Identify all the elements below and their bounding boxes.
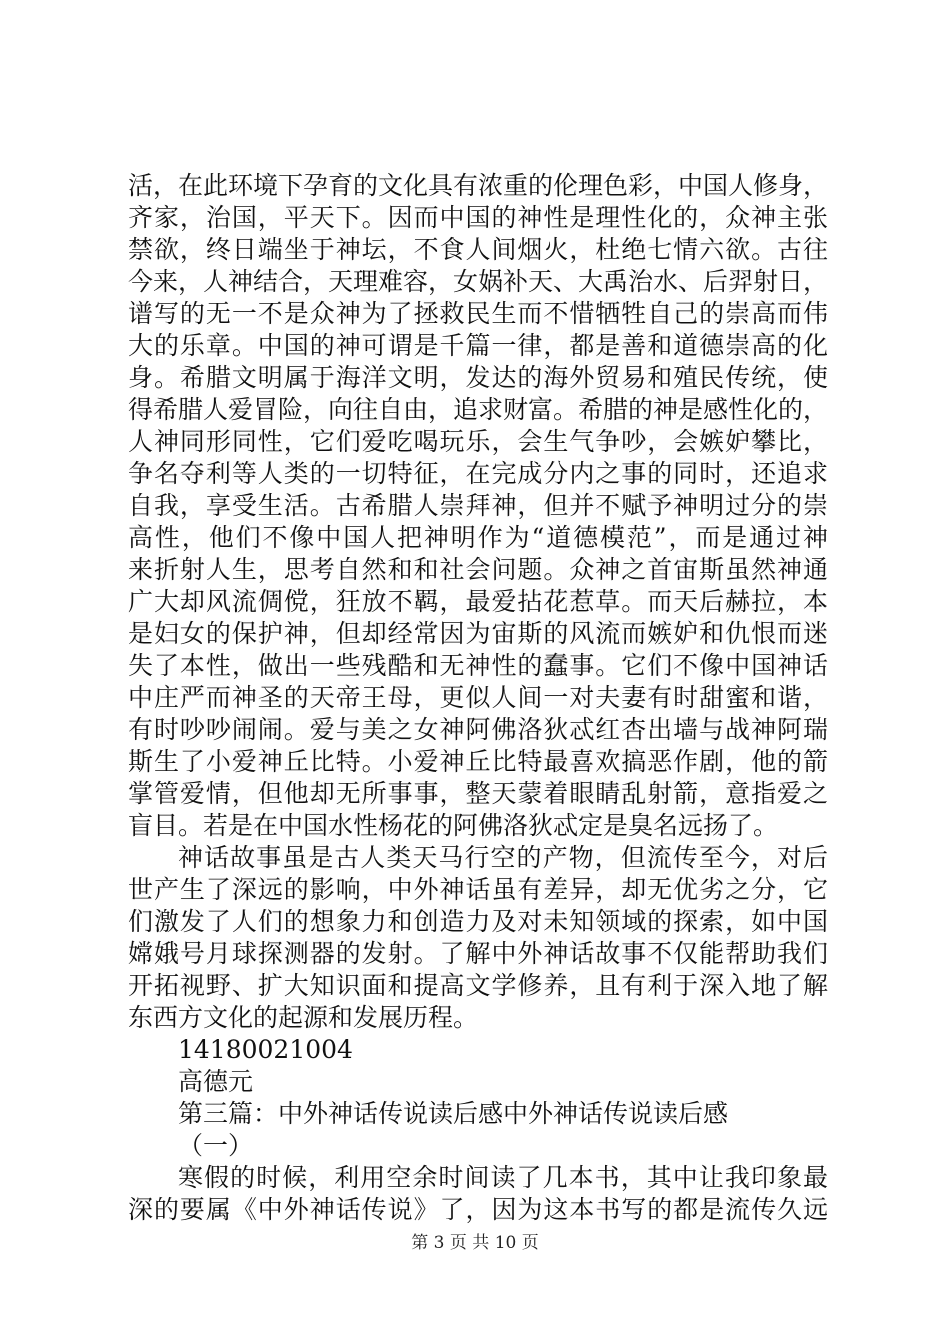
- chapter-title: 第三篇：中外神话传说读后感中外神话传说读后感: [178, 1099, 729, 1128]
- text-line: 有时吵吵闹闹。爱与美之女神阿佛洛狄忒红杏出墙与战神阿瑞: [128, 715, 828, 744]
- text-line: 身。希腊文明属于海洋文明，发达的海外贸易和殖民传统，使: [128, 363, 828, 392]
- text-line: 活，在此环境下孕育的文化具有浓重的伦理色彩，中国人修身，: [128, 171, 829, 200]
- text-line: 失了本性，做出一些残酷和无神性的蠢事。它们不像中国神话: [128, 651, 828, 680]
- text-line: 掌管爱情，但他却无所事事，整天蒙着眼睛乱射箭，意指爱之: [128, 779, 828, 808]
- paragraph-1: [128, 170, 828, 842]
- paragraph-2: [128, 842, 828, 1034]
- student-id: 14180021004: [178, 1035, 353, 1064]
- paragraph-3: [128, 1162, 828, 1226]
- text-line: 今来，人神结合，天理难容，女娲补天、大禹治水、后羿射日，: [128, 267, 829, 296]
- text-line: 争名夺利等人类的一切特征，在完成分内之事的同时，还追求: [128, 459, 828, 488]
- text-line: 得希腊人爱冒险，向往自由，追求财富。希腊的神是感性化的，: [128, 395, 829, 424]
- text-line: 东西方文化的起源和发展历程。: [128, 1003, 479, 1032]
- text-line: 大的乐章。中国的神可谓是千篇一律，都是善和道德崇高的化: [128, 331, 828, 360]
- text-line: 自我，享受生活。古希腊人崇拜神，但并不赋予神明过分的崇: [128, 491, 828, 520]
- text-line: 高性，他们不像中国人把神明作为“道德模范”，而是通过神: [128, 523, 828, 552]
- text-line: 广大却风流倜傥，狂放不羁，最爱拈花惹草。而天后赫拉，本: [128, 587, 828, 616]
- text-line: 世产生了深远的影响，中外神话虽有差异，却无优劣之分，它: [128, 875, 828, 904]
- text-line: 深的要属《中外神话传说》了，因为这本书写的都是流传久远: [128, 1195, 828, 1224]
- text-line: 来折射人生，思考自然和和社会问题。众神之首宙斯虽然神通: [128, 555, 828, 584]
- text-line: 是妇女的保护神，但却经常因为宙斯的风流而嫉妒和仇恨而迷: [128, 619, 828, 648]
- page-footer: 第 3 页 共 10 页: [411, 1233, 539, 1253]
- text-line: 神话故事虽是古人类天马行空的产物，但流传至今，对后: [178, 843, 828, 872]
- text-line: 们激发了人们的想象力和创造力及对未知领域的探索，如中国: [128, 907, 828, 936]
- author-name: 高德元: [178, 1067, 254, 1096]
- text-line: 斯生了小爱神丘比特。小爱神丘比特最喜欢搞恶作剧，他的箭: [128, 747, 828, 776]
- text-line: 齐家，治国，平天下。因而中国的神性是理性化的，众神主张: [128, 203, 828, 232]
- text-line: 人神同形同性，它们爱吃喝玩乐，会生气争吵，会嫉妒攀比，: [128, 427, 828, 456]
- text-line: 开拓视野、扩大知识面和提高文学修养，且有利于深入地了解: [128, 971, 828, 1000]
- text-line: 寒假的时候，利用空余时间读了几本书，其中让我印象最: [178, 1163, 828, 1192]
- text-line: 嫦娥号月球探测器的发射。了解中外神话故事不仅能帮助我们: [128, 939, 828, 968]
- text-line: 禁欲，终日端坐于神坛，不食人间烟火，杜绝七情六欲。古往: [128, 235, 828, 264]
- text-line: 中庄严而神圣的天帝王母，更似人间一对夫妻有时甜蜜和谐，: [128, 683, 828, 712]
- text-line: 盲目。若是在中国水性杨花的阿佛洛狄忒定是臭名远扬了。: [128, 811, 779, 840]
- document-body: [128, 170, 828, 1226]
- section-number: （一）: [178, 1131, 254, 1160]
- text-line: 谱写的无一不是众神为了拯救民生而不惜牺牲自己的崇高而伟: [128, 299, 828, 328]
